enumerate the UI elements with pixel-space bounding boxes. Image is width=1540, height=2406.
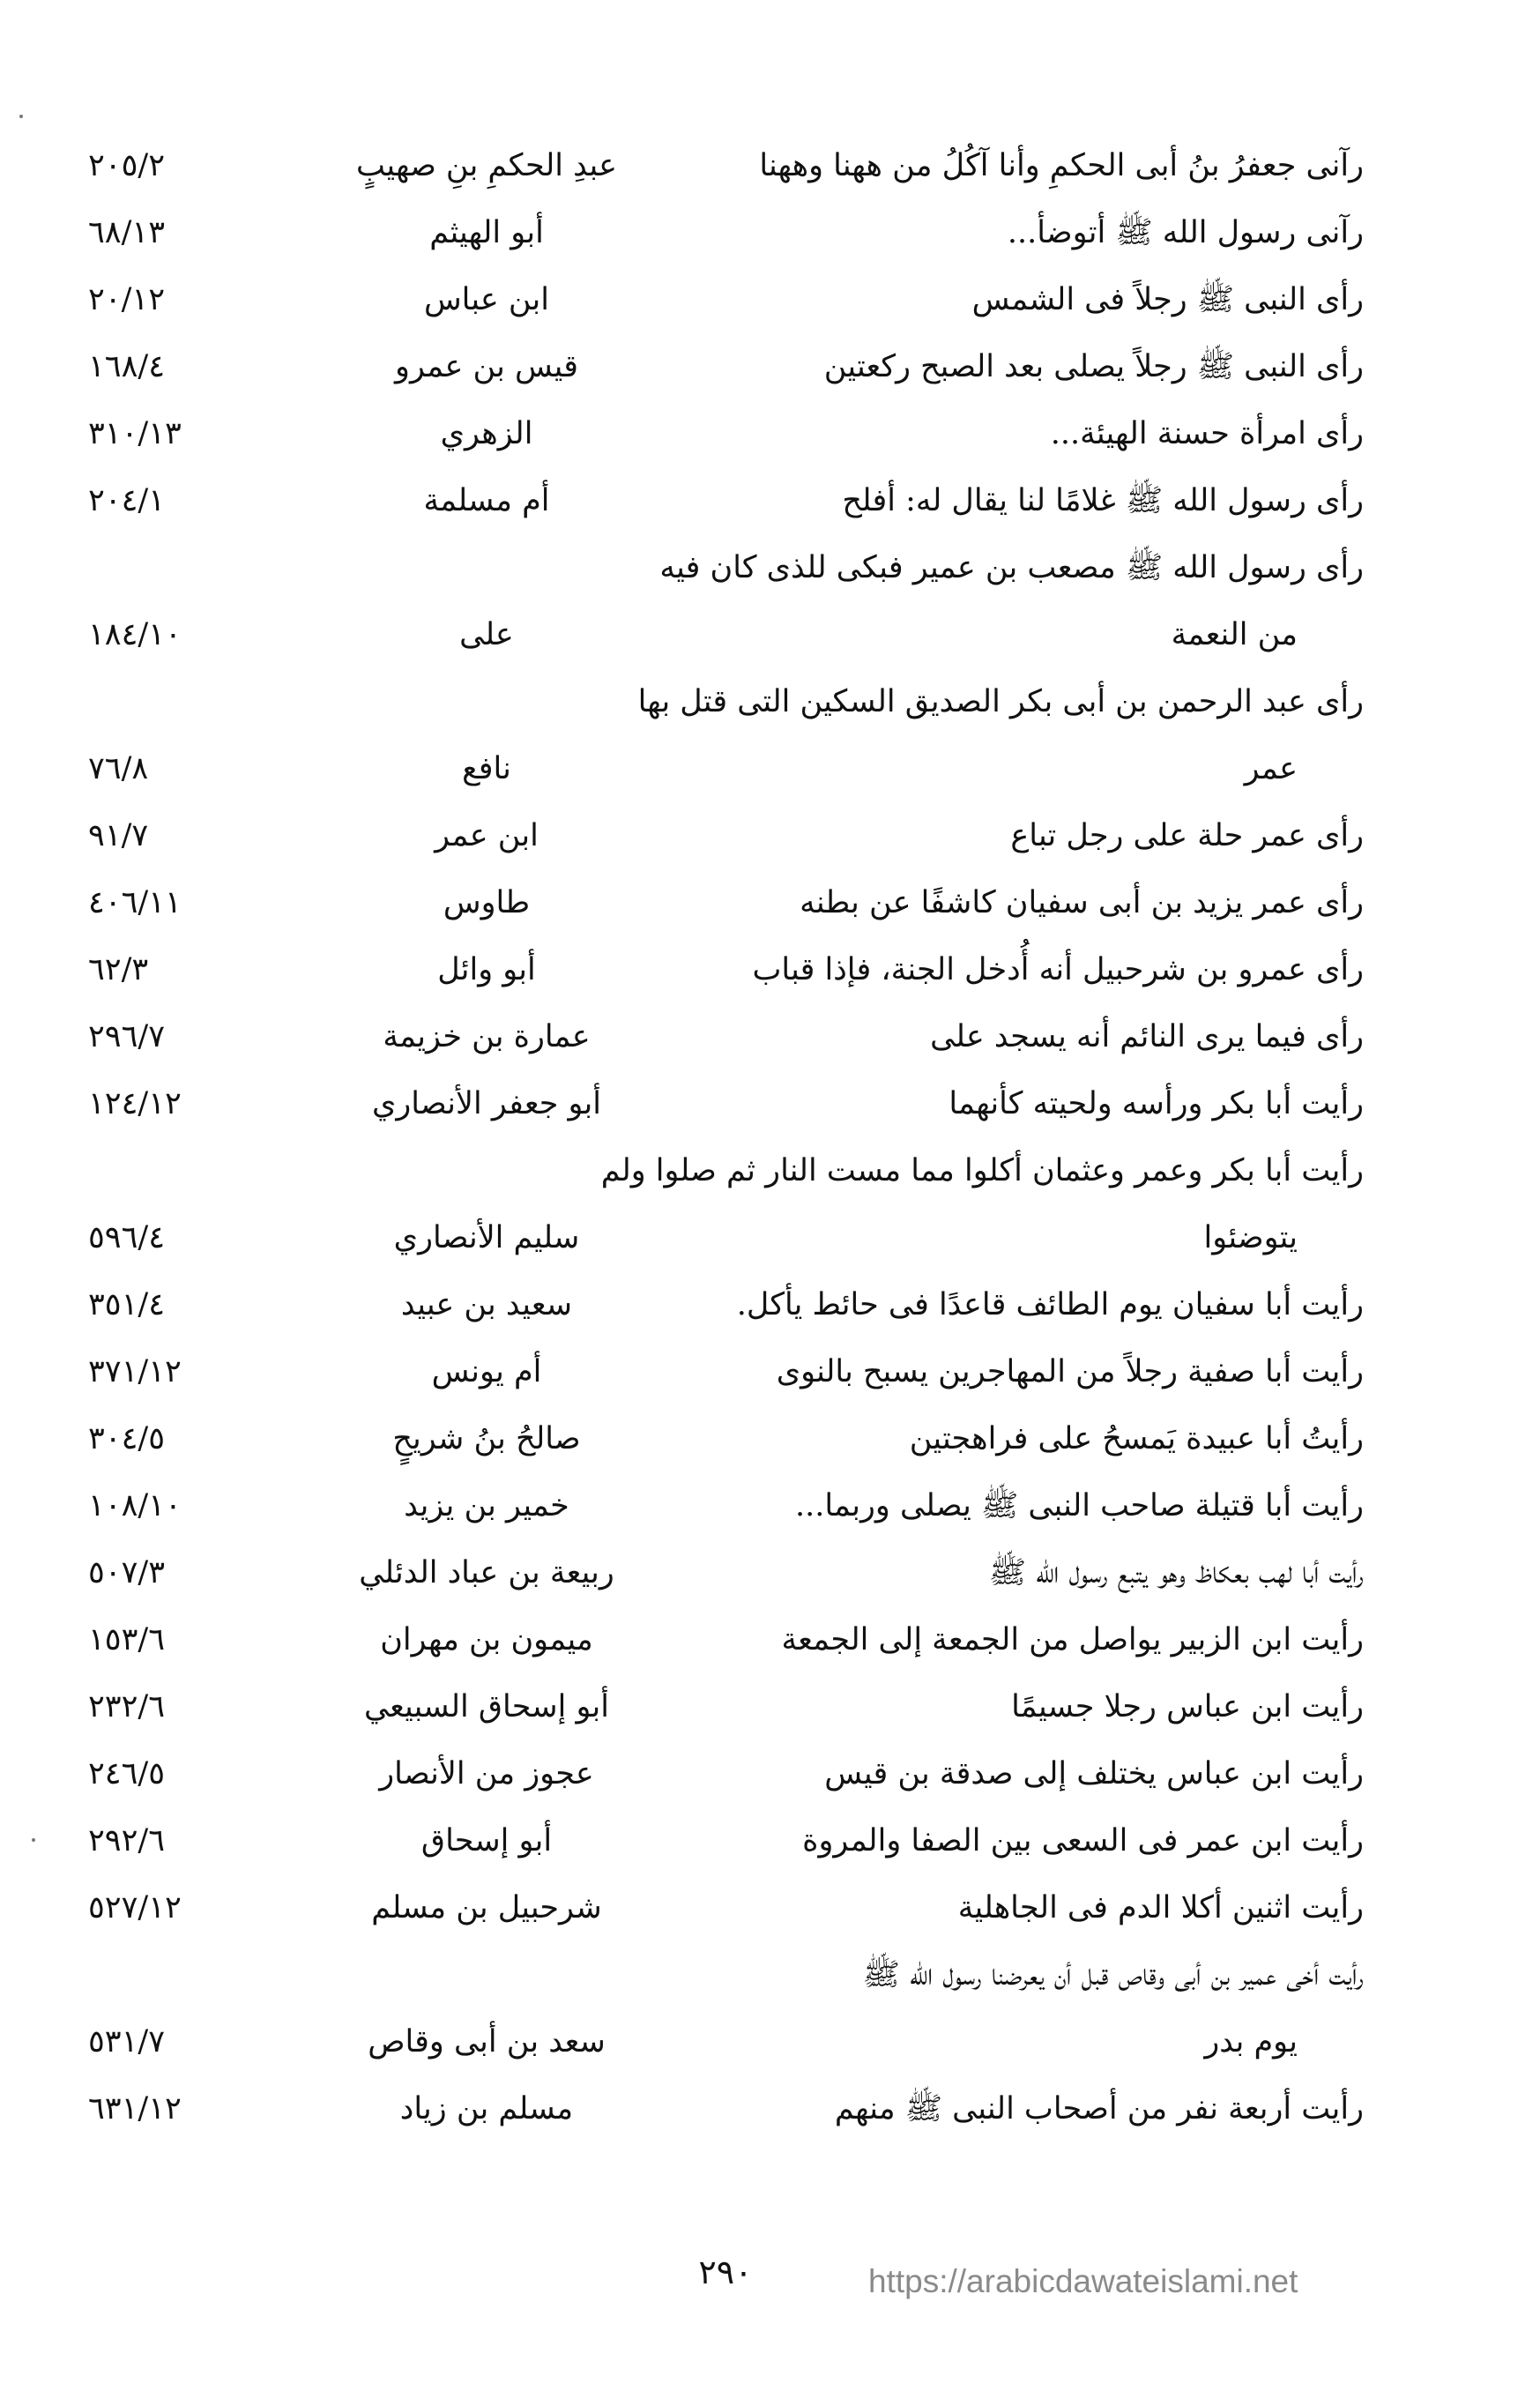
hadith-opening: رأيتُ أبا عبيدة يَمسحُ على فراهجتين	[909, 1421, 1364, 1456]
index-row	[0, 2075, 1540, 2142]
narrator-name: سعيد بن عبيد	[400, 1287, 573, 1322]
narrator-name: الزهري	[440, 416, 533, 451]
narrator-name: سعد بن أبى وقاص	[368, 2024, 606, 2060]
hadith-opening: رأيت أبا قتيلة صاحب النبى ﷺ يصلى وربما...	[795, 1488, 1364, 1523]
index-row	[0, 266, 1540, 333]
volume-page-ref: ٩١/٧	[88, 818, 149, 853]
volume-page-ref: ٧٦/٨	[88, 751, 149, 786]
hadith-opening: رأى النبى ﷺ رجلاً يصلى بعد الصبح ركعتين	[823, 349, 1364, 384]
index-row	[0, 869, 1540, 936]
index-row	[0, 936, 1540, 1003]
index-row	[0, 1740, 1540, 1807]
volume-page-ref: ٣٥١/٤	[88, 1287, 165, 1322]
volume-page-ref: ١٦٨/٤	[88, 349, 165, 384]
index-row	[0, 1070, 1540, 1137]
narrator-name: شرحبيل بن مسلم	[371, 1890, 602, 1926]
index-row	[0, 199, 1540, 266]
index-row	[0, 400, 1540, 467]
volume-page-ref: ٢٠٥/٢	[88, 148, 165, 183]
volume-page-ref: ٢٩٢/٦	[88, 1823, 165, 1859]
volume-page-ref: ٢٩٦/٧	[88, 1019, 165, 1054]
narrator-name: ربيعة بن عباد الدئلي	[359, 1555, 614, 1590]
index-row	[0, 1271, 1540, 1338]
narrator-name: أبو جعفر الأنصاري	[371, 1086, 602, 1121]
page-footer	[0, 2253, 1540, 2305]
volume-page-ref	[88, 534, 264, 601]
narrator-name: ابن عمر	[435, 818, 539, 853]
hadith-opening: رأيت ابن عمر فى السعى بين الصفا والمروة	[802, 1823, 1364, 1859]
volume-page-ref: ٥٣١/٧	[88, 2024, 165, 2060]
hadith-opening: رأيت أخى عمير بن أبى وقاص قبل أن يعرضنا رسول الله ﷺ	[862, 1957, 1364, 1993]
narrator-name	[328, 1137, 645, 1204]
narrator-name: على	[459, 617, 514, 652]
index-row	[0, 1941, 1540, 2008]
scan-speck	[32, 1838, 35, 1842]
hadith-opening: عمر	[1244, 751, 1298, 786]
index-row-continuation	[0, 2008, 1540, 2075]
narrator-name: طاوس	[443, 885, 531, 920]
index-row-continuation	[0, 601, 1540, 668]
hadith-opening: رأى رسول الله ﷺ مصعب بن عمير فبكى للذى كان فيه	[659, 550, 1364, 585]
narrator-name: أم يونس	[431, 1354, 542, 1389]
volume-page-ref: ٣٠٤/٥	[88, 1421, 165, 1456]
volume-page-ref: ٢٤٦/٥	[88, 1756, 165, 1791]
index-row	[0, 1807, 1540, 1874]
narrator-name	[328, 534, 645, 601]
index-row	[0, 1874, 1540, 1941]
narrator-name: أبو إسحاق السبيعي	[363, 1689, 610, 1724]
index-row-continuation	[0, 1204, 1540, 1271]
volume-page-ref: ٦٢/٣	[88, 952, 149, 987]
narrator-name: قيس بن عمرو	[395, 349, 578, 384]
hadith-opening: رأيت اثنين أكلا الدم فى الجاهلية	[957, 1890, 1364, 1926]
hadith-opening: رأيت ابن عباس رجلا جسيمًا	[1011, 1689, 1364, 1724]
hadith-opening: رأيت أبا صفية رجلاً من المهاجرين يسبح بالنوى	[776, 1354, 1364, 1389]
volume-page-ref: ٢٣٢/٦	[88, 1689, 165, 1724]
narrator-name: ميمون بن مهران	[380, 1622, 593, 1657]
hadith-opening: رأيت أبا بكر ورأسه ولحيته كأنهما	[949, 1086, 1364, 1121]
hadith-opening: يوم بدر	[1204, 2024, 1298, 2060]
hadith-opening: يتوضئوا	[1203, 1220, 1298, 1255]
volume-page-ref: ٥٩٦/٤	[88, 1220, 165, 1255]
volume-page-ref: ٤٠٦/١١	[88, 885, 182, 920]
index-row	[0, 132, 1540, 199]
index-row	[0, 1338, 1540, 1405]
volume-page-ref	[88, 1137, 264, 1204]
index-row	[0, 333, 1540, 400]
hadith-opening: رآنى جعفرُ بنُ أبى الحكمِ وأنا آكُلُ من ههنا وههنا	[759, 148, 1364, 183]
narrator-name: عبدِ الحكمِ بنِ صهيبٍ	[356, 148, 617, 183]
hadith-opening: رأيت أبا سفيان يوم الطائف قاعدًا فى حائط يأكل.	[736, 1287, 1364, 1322]
index-table	[0, 132, 1540, 2142]
narrator-name: صالحُ بنُ شريحٍ	[392, 1421, 581, 1456]
hadith-opening: رأيت أربعة نفر من أصحاب النبى ﷺ منهم	[834, 2091, 1364, 2127]
volume-page-ref: ٢٠/١٢	[88, 282, 165, 317]
narrator-name: خمير بن يزيد	[404, 1488, 569, 1523]
volume-page-ref: ٥٢٧/١٢	[88, 1890, 182, 1926]
hadith-opening: رأى عمر حلة على رجل تباع	[1010, 818, 1364, 853]
watermark-url: https://arabicdawateislami.net	[868, 2263, 1298, 2299]
hadith-opening: رآنى رسول الله ﷺ أتوضأ...	[1007, 215, 1364, 250]
volume-page-ref: ١٥٣/٦	[88, 1622, 165, 1657]
narrator-name: أبو الهيثم	[429, 215, 544, 250]
index-row	[0, 1539, 1540, 1606]
narrator-name: ابن عباس	[423, 282, 550, 317]
hadith-opening: رأى عمر يزيد بن أبى سفيان كاشفًا عن بطنه	[800, 885, 1364, 920]
hadith-opening: رأيت ابن الزبير يواصل من الجمعة إلى الجمعة	[781, 1622, 1364, 1657]
hadith-opening: رأى عمرو بن شرحبيل أنه أُدخل الجنة، فإذا قباب	[752, 952, 1364, 987]
volume-page-ref: ٣١٠/١٣	[88, 416, 182, 451]
volume-page-ref	[88, 668, 264, 735]
hadith-opening: رأيت أبا بكر وعمر وعثمان أكلوا مما مست النار ثم صلوا ولم	[600, 1153, 1364, 1188]
index-row	[0, 1673, 1540, 1740]
volume-page-ref: ١٠٨/١٠	[88, 1488, 182, 1523]
narrator-name: سليم الأنصاري	[393, 1220, 580, 1255]
narrator-name: عجوز من الأنصار	[379, 1756, 594, 1791]
index-row	[0, 1606, 1540, 1673]
hadith-opening: رأى رسول الله ﷺ غلامًا لنا يقال له: أفلح	[842, 483, 1364, 518]
index-row	[0, 467, 1540, 534]
scan-speck	[19, 115, 23, 118]
hadith-opening: رأيت أبا لهب بعكاظ وهو يتبع رسول الله ﷺ	[988, 1555, 1364, 1590]
volume-page-ref: ٢٠٤/١	[88, 483, 165, 518]
volume-page-ref: ٦٣١/١٢	[88, 2091, 182, 2127]
index-row	[0, 802, 1540, 869]
index-row	[0, 1003, 1540, 1070]
page-number: ٢٩٠	[698, 2253, 753, 2291]
volume-page-ref: ٥٠٧/٣	[88, 1555, 165, 1590]
index-row	[0, 668, 1540, 735]
volume-page-ref: ١٢٤/١٢	[88, 1086, 182, 1121]
narrator-name	[328, 668, 645, 735]
hadith-opening: من النعمة	[1171, 617, 1298, 652]
index-row	[0, 1405, 1540, 1472]
volume-page-ref: ٦٨/١٣	[88, 215, 165, 250]
narrator-name: عمارة بن خزيمة	[383, 1019, 591, 1054]
hadith-opening: رأى فيما يرى النائم أنه يسجد على	[930, 1019, 1364, 1054]
narrator-name: أم مسلمة	[423, 483, 550, 518]
index-row	[0, 1472, 1540, 1539]
volume-page-ref	[88, 1941, 264, 2008]
index-row	[0, 1137, 1540, 1204]
volume-page-ref: ١٨٤/١٠	[88, 617, 182, 652]
narrator-name: أبو وائل	[437, 952, 536, 987]
hadith-opening: رأى النبى ﷺ رجلاً فى الشمس	[971, 282, 1364, 317]
narrator-name: مسلم بن زياد	[399, 2091, 574, 2127]
index-row-continuation	[0, 735, 1540, 802]
narrator-name: نافع	[462, 751, 511, 786]
hadith-opening: رأى عبد الرحمن بن أبى بكر الصديق السكين التى قتل بها	[637, 684, 1364, 719]
volume-page-ref: ٣٧١/١٢	[88, 1354, 182, 1389]
narrator-name: أبو إسحاق	[420, 1823, 553, 1859]
hadith-opening: رأيت ابن عباس يختلف إلى صدقة بن قيس	[824, 1756, 1364, 1791]
index-row	[0, 534, 1540, 601]
hadith-opening: رأى امرأة حسنة الهيئة...	[1050, 416, 1364, 451]
narrator-name	[328, 1941, 645, 2008]
